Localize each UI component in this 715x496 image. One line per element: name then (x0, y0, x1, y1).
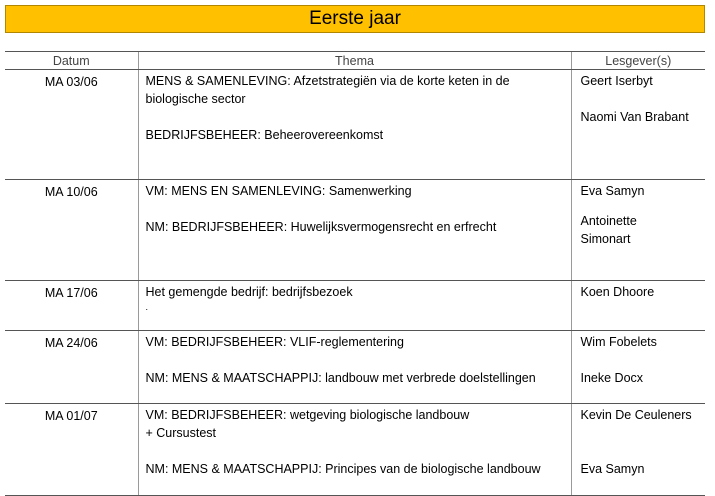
theme-entry: BEDRIJFSBEHEER: Beheerovereenkomst (145, 128, 384, 142)
teacher-cell (571, 404, 705, 496)
teacher-name: Ineke Docx (580, 371, 644, 385)
theme-cell (138, 331, 571, 404)
schedule-table (5, 51, 705, 496)
table-row (5, 281, 705, 331)
date-cell: MA 01/07 (5, 404, 138, 496)
theme-entry: NM: BEDRIJFSBEHEER: Huwelijksvermogensrecht en erfrecht (145, 220, 497, 234)
theme-entry: Het gemengde bedrijf: bedrijfsbezoek (145, 285, 353, 299)
theme-entry: MENS & SAMENLEVING: Afzetstrategiën via de korte keten in de biologische sector (145, 74, 510, 106)
theme-entry: NM: MENS & MAATSCHAPPIJ: Principes van de biologische landbouw (145, 462, 541, 476)
theme-cell (138, 180, 571, 281)
header-date: Datum (5, 52, 138, 70)
table-row (5, 404, 705, 496)
theme-entry: VM: BEDRIJFSBEHEER: wetgeving biologische landbouw (145, 408, 470, 422)
theme-entry: NM: MENS & MAATSCHAPPIJ: landbouw met verbrede doelstellingen (145, 371, 536, 385)
table-row (5, 180, 705, 281)
teacher-name: Antoinette Simonart (580, 214, 637, 246)
teacher-name: Geert Iserbyt (580, 74, 653, 88)
page-title: Eerste jaar (5, 5, 705, 33)
header-teacher: Lesgever(s) (571, 52, 705, 70)
date-cell: MA 10/06 (5, 180, 138, 281)
table-row (5, 70, 705, 180)
date-cell: MA 03/06 (5, 70, 138, 180)
theme-cell (138, 281, 571, 331)
theme-cell (138, 70, 571, 180)
date-cell: MA 24/06 (5, 331, 138, 404)
theme-entry: VM: MENS EN SAMENLEVING: Samenwerking (145, 184, 412, 198)
teacher-name: Eva Samyn (580, 184, 645, 198)
teacher-name: Eva Samyn (580, 462, 645, 476)
theme-cell (138, 404, 571, 496)
teacher-name: Koen Dhoore (580, 285, 655, 299)
teacher-cell (571, 180, 705, 281)
teacher-cell (571, 281, 705, 331)
table-header-row (5, 52, 705, 70)
table-row (5, 331, 705, 404)
teacher-name: Wim Fobelets (580, 335, 657, 349)
theme-entry: + Cursustest (145, 426, 217, 440)
header-theme: Thema (138, 52, 571, 70)
teacher-cell (571, 331, 705, 404)
teacher-cell (571, 70, 705, 180)
teacher-name: Naomi Van Brabant (580, 110, 689, 124)
theme-entry: . (145, 302, 149, 312)
teacher-name: Kevin De Ceuleners (580, 408, 692, 422)
date-cell: MA 17/06 (5, 281, 138, 331)
theme-entry: VM: BEDRIJFSBEHEER: VLIF-reglementering (145, 335, 404, 349)
